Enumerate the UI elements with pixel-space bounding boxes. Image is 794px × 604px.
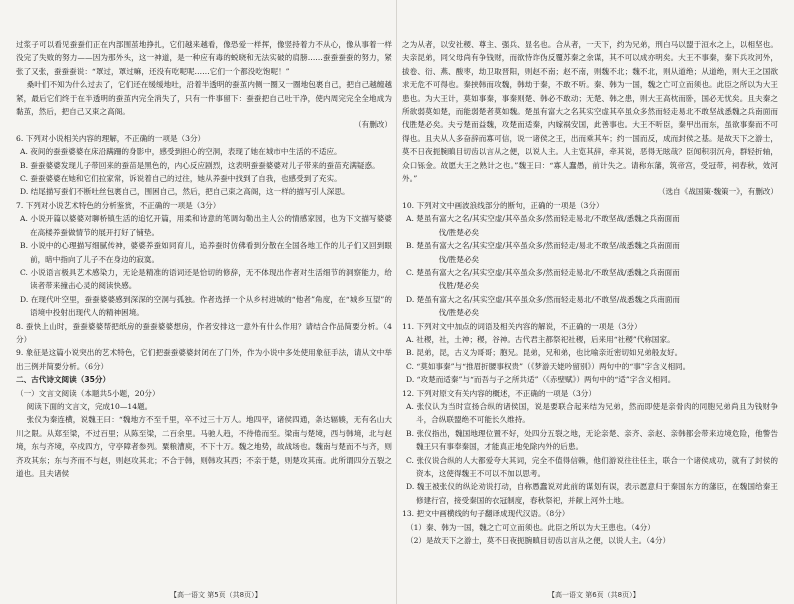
section-2-title: 二、古代诗文阅读（35分） [16, 375, 111, 385]
q10-option-c-cont: 伐胜/楚必矣 [438, 281, 480, 291]
q6-option-c: C. 蚕蚕婆婆在她和它们拉家常，诉说着自己的过往，她从养蚕中找到了自我，也感受到了充实。 [20, 174, 342, 184]
q11-option-a: A. 社稷，社，土神；稷，谷神。古代君主都祭祀社稷，后来用“社稷”代称国家。 [406, 334, 675, 344]
q11-option-d: D. “攻楚而适秦”与“而吾与子之所共适”（《赤壁赋》）两句中的“适”字含义相同。 [406, 375, 676, 385]
q8: 8. 蚕快上山时，蚕蚕婆婆帮把纸房的蚕蚕婆婆想房，作者安排这一意外有什么作用？请结合作品简要分析。（4分） [16, 321, 392, 344]
q9: 9. 象征是这篇小说突出的艺术特色，它们把蚕蚕婆婆封闭在了门外，作为小说中多处使用象征手法，请从文中举出三例并简要分析。（6分） [16, 348, 392, 371]
passage-continued: 之为从者，以安社稷、尊主、强兵、显名也。合从者，一天下，约为兄弟，刑白马以盟于洹水之上，以相坚也。夫亲昆弟，同父母尚有争钱财，而欲恃诈伪反覆苏秦之余谋，其不可以成亦明矣。大王不事秦，秦下兵攻河外，拔卷、衍、燕、酸枣，劫卫取晋阳，则赵不南；赵不南，则魏不北；魏不北，则从道绝；从道绝，则大王之国欲求无危不可得也。秦挟韩而攻魏，韩劫于秦，不敢不听。秦、韩为一国，魏之亡可立而须也。此臣之所以为大王患也。为大王计，莫如事秦，事秦则楚、韩必不敢动；无楚、韩之患，则大王高枕而卧，国必无忧矣。且夫秦之所欲弱莫如楚，而能弱楚者莫如魏。楚虽有富大之名其实空虚其卒虽众多然而轻走易北不敢坚战悉魏之兵南面而伐胜楚必矣。夫亏楚而益魏，攻楚而适秦，内嫁祸安国，此善事也。大王不听臣，秦甲出而东，虽欲事秦而不可得也。且夫从人多奋辞而寡可信，说一诸侯之王，出而乘其车；约一国而反，成而封侯之基。是故天下之游士，莫不日夜扼腕瞋目切齿以言从之便，以说人主。人主览其辞，牵其说，恶得无眩哉？臣闻积羽沉舟，群轻折轴，众口铄金。故愿大王之熟计之也。”魏王曰：“寡人蠢愚，前计失之。请称东藩，筑帝宫，受冠带，祠春秋，效河外。” [402, 40, 778, 184]
q7-option-c: C. 小说语言极具艺术感染力，无论是精准的语词还是恰切的修辞，无不体现出作者对生活细节的洞察能力，给读者带来撞击心灵的阅读快感。 [20, 267, 392, 291]
q6-option-b: B. 蚕蚕婆婆发现儿子带回来的蚕苗是黑色的，内心反应剧烈，这表明蚕蚕婆婆对儿子带来的蚕苗充满疑惑。 [20, 160, 380, 170]
q10-option-a: A. 楚虽有富大之名/其实空虚/其卒虽众多/然而轻走易北/不敢坚战/悉魏之兵南面而 [406, 214, 680, 224]
q12-option-d: D. 魏王被张仪的纵论劝说打动，自称愚蠢说对此前的谋划有误，表示愿意归于秦国东方的藩臣，在魏国给秦王修建行宫，接受秦国的衣冠制度，春秋祭祀，并献上河外土地。 [406, 482, 778, 505]
q10-option-c: C. 楚虽有富大之名/其实空虚/其卒虽众多/然而轻走易北/不敢坚战/悉魏之兵南面而 [406, 267, 680, 277]
q13-stem: 13. 把文中画横线的句子翻译成现代汉语。（8分） [402, 509, 570, 519]
q10-stem: 10. 下列对文中画波浪线部分的断句，正确的一项是（3分） [402, 200, 604, 210]
page-5 [16, 38, 392, 586]
story-paragraph-1: 过浆子可以看见蚕蚕们正在内部围茧地挣扎，它们越来越看，像恐爱一样挥，像竖持着力不从心，像从事着一样没完了失败的努力——因为那外头，这一神道，是一种应有毒的蜕晓和无法实破的肩膀……蚕蚕蚕蚕的努力，紧张了又张，蚕蚕蚕说：“罩过，罩过嘛，还没有吃呢呢……它们一个都没吃饱呢！” [16, 40, 392, 76]
q12-stem: 12. 下列对原文有关内容的概述，不正确的一项是（3分） [402, 388, 596, 398]
q7-stem: 7. 下列对小说艺术特色的分析鉴赏，不正确的一项是（3分） [16, 200, 221, 210]
q6-option-a: A. 夜间的蚕蚕婆婆在床沿蹒跚的身影中，感受到担心的空洞，表现了她在城市中生活的不适应。 [20, 147, 342, 157]
q7-option-d: D. 在现代叶空里，蚕蚕婆婆感到深深的空洞与孤独。作者选择一个从乡村进城的“他者”角度，在“城乡互望”的语境中投射出现代人的精神困境。 [20, 294, 392, 318]
q12-option-a: A. 张仪认为当时宣扬合纵的诸侯国，说是要联合起来结为兄弟，然而即使是亲骨肉的同胞兄弟尚且为钱财争斗，合纵联盟绝不可能长久维持。 [406, 401, 778, 425]
q6-stem: 6. 下列对小说相关内容的理解，不正确的一项是（3分） [16, 133, 206, 143]
q6-option-d: D. 结尾描写蚕们不断吐丝包裹自己，围困自己，然后，把自己束之高阁，这一样的描写引人深思。 [20, 187, 350, 197]
q11-stem: 11. 下列对文中加点的词语及相关内容的解说，不正确的一项是（3分） [402, 321, 642, 331]
q10-option-d-cont: 伐/胜楚必矣 [438, 308, 480, 318]
q10-option-d: D. 楚虽有富大之名/其实空虚/其卒虽众多/然而轻走易北/不敢坚/战悉魏之兵南面而 [406, 294, 681, 304]
passage-source: （选自《战国策·魏策一》，有删改） [657, 187, 778, 197]
q12-option-b: B. 张仪指出，魏国地理位置不好，处四分五裂之地，无论亲楚、亲齐、亲赵、亲韩都会带来边境危险，他警告魏王只有事奉秦国，才能真正地免除内外的后患。 [406, 428, 778, 452]
page-6-footer: 【高一语文 第6页（共8页）】 [548, 591, 640, 599]
passage-paragraph-1: 张仪为秦连横，说魏王曰：“魏地方不至千里，卒不过三十万人。地四平，诸侯四通，条达辐辏，无有名山大川之限。从郑至梁，不过百里；从陈至梁，二百余里。马驰人趋，不待倦而至。梁南与楚境，西与韩境，北与赵境，东与齐境，卒戍四方，守亭障者参列。粟粮漕庾，不下十万。魏之地势，故战场也。魏南与楚而不与齐，则齐攻其东；东与齐而不与赵，则赵攻其北；不合于韩，则韩攻其西；不亲于楚，则楚攻其南。此所谓四分五裂之道也。且夫诸侯 [16, 415, 392, 478]
q10-option-b: B. 楚虽有富大之名/其实空虚/其卒虽众多/然而轻走/易北不敢坚/战悉魏之兵南面而 [406, 241, 680, 251]
page-5-footer: 【高一语文 第5页（共8页）】 [170, 591, 262, 599]
section-2-subtitle: （一）文言文阅读（本题共5小题，20分） [16, 388, 160, 398]
q10-option-a-cont: 伐/胜楚必矣 [438, 227, 480, 237]
q13-item-1: （1）秦、韩为一国，魏之亡可立而须也。此臣之所以为大王患也。（4分） [406, 522, 655, 532]
story-note: （有删改） [354, 120, 392, 130]
q7-option-b: B. 小说中的心理描写细腻传神，婆婆养蚕如同育儿，追养蚕时仿佛看到分散在全国各地工作的儿子们又回到眼前，暗中指向了儿子不在身边的寂寞。 [20, 241, 392, 264]
page-fold-divider [396, 0, 397, 604]
q10-option-b-cont: 伐/胜楚必矣 [438, 254, 480, 264]
story-paragraph-2: 桑叶们不知为什么过去了，它们还在缓缓地吐，沿着半透明的蚕茧内侧一圈又一圈地包裹自己，把自己越缠越紧，最后它们终于在半透明的蚕茧内完全消失了，只有一件事留下：蚕蚕把自己吐干净，使内周完完全全地成为黏茧，然后，把自己又束之高阁。 [16, 80, 392, 117]
q12-option-c: C. 张仪说合纵的人大都爱夸大其词，完全不值得信赖，他们游说往往任主，联合一个诸侯成功，就有了封侯的资本，这使得魏王不可以不加以思考。 [406, 455, 778, 478]
q11-option-b: B. 昆弟，昆，古义为哥哥；胞兄。昆弟，兄和弟，也比喻亲近密切如兄弟般友好。 [406, 348, 683, 358]
q7-option-a: A. 小说开篇以婆婆对聊桥镇生活的追忆开篇，用柔和诗意的笔调勾勒出主人公的情感家园，也为下文描写婆婆在高楼养蚕做情节的展开打好了铺垫。 [20, 214, 392, 237]
q13-item-2: （2）是故天下之游士，莫不日夜扼腕瞋目切齿以言从之便，以说人主。（4分） [406, 536, 671, 546]
section-2-intro: 阅读下面的文言文，完成10—14题。 [26, 401, 153, 411]
page-6 [402, 38, 778, 586]
q11-option-c: C. “莫如事秦”与“推眉折腰事权贵”（《梦游天姥吟留别》）两句中的“事”字含义相同。 [406, 361, 691, 371]
